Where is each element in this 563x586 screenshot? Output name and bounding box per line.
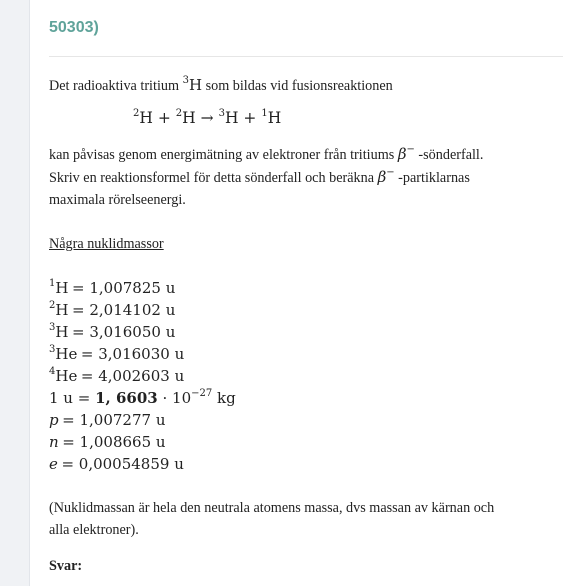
reactant2-sup: 2	[175, 108, 183, 119]
reactant1: H	[139, 109, 153, 127]
mass-row: $^4$He = 4,002603 u	[49, 366, 185, 385]
left-sidebar	[0, 0, 30, 586]
tritium-mass-number: 3	[182, 75, 189, 86]
product2: H	[267, 109, 282, 127]
product1-sup: 3	[218, 108, 225, 119]
nuclide-mass-list	[49, 277, 549, 475]
intro-prefix: Det radioaktiva tritium	[49, 78, 180, 94]
intro-line	[49, 74, 549, 97]
particle-mass-row: e = 0,00054859 u	[49, 455, 184, 473]
plus-sign: +	[157, 109, 171, 127]
reactant1-sup: 2	[133, 108, 140, 119]
particle-mass-row: p = 1,007277 u	[49, 411, 166, 429]
note-line1: (Nuklidmassan är hela den neutrala atomens massa, dvs massan av kärnan och	[49, 500, 495, 516]
problem-body	[49, 74, 549, 577]
reaction-arrow: →	[200, 109, 214, 127]
beta-symbol: β	[397, 145, 407, 163]
intro-suffix: som bildas vid fusionsreaktionen	[205, 78, 393, 94]
divider	[49, 56, 563, 57]
beta-symbol-2: β	[377, 168, 387, 186]
question-line1: kan påvisas genom energimätning av elektroner från tritiums	[49, 147, 395, 163]
mass-row: $^3$He = 3,016030 u	[49, 344, 185, 363]
question-line1-suffix: -sönderfall.	[418, 147, 484, 163]
particle-mass-row: n = 1,008665 u	[49, 433, 166, 451]
question-line2-suffix: -partiklarnas	[398, 170, 470, 186]
question-paragraph	[49, 143, 549, 211]
question-line3: maximala rörelseenergi.	[49, 192, 186, 208]
product1: H	[224, 109, 239, 127]
atomic-mass-unit-row: 1 u = 1, $6603 \cdot 10^{-27}$ kg	[49, 388, 236, 407]
answer-label: Svar:	[49, 558, 83, 574]
beta-minus-sup-2: −	[386, 167, 395, 178]
tritium-symbol: H	[188, 76, 203, 94]
note-line2: alla elektroner).	[49, 522, 139, 538]
mass-row: $^3$H = 3,016050 u	[49, 322, 176, 341]
problem-title: 50303)	[49, 19, 99, 36]
plus-sign-2: +	[243, 109, 257, 127]
masses-heading: Några nuklidmassor	[49, 236, 164, 252]
mass-row: $^2$H = 2,014102 u	[49, 300, 176, 319]
reactant2: H	[182, 109, 196, 127]
product2-sup: 1	[261, 108, 268, 119]
fusion-reaction-equation	[133, 107, 549, 143]
mass-row: $^1$H = 1,007825 u	[49, 278, 176, 297]
question-line2: Skriv en reaktionsformel för detta sönderfall och beräkna	[49, 170, 375, 186]
beta-minus-sup: −	[406, 144, 415, 155]
